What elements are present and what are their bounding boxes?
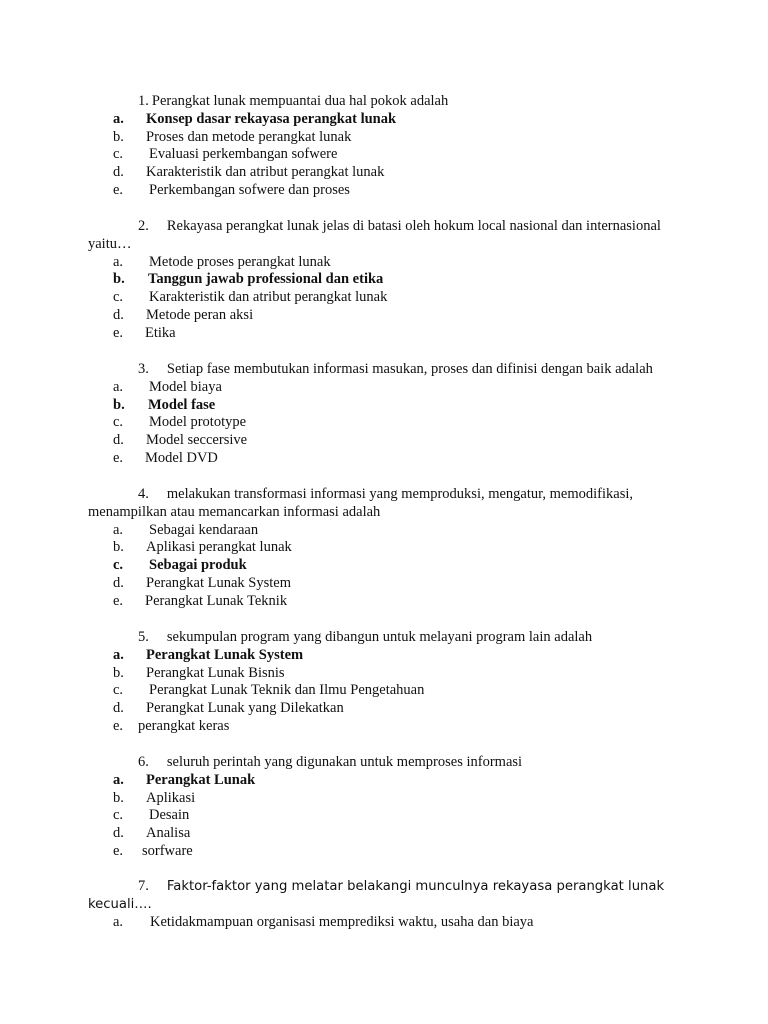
option-text: Sebagai kendaraan bbox=[149, 521, 259, 538]
option-letter: e. bbox=[113, 324, 124, 341]
question-3 bbox=[88, 361, 678, 468]
option-text: Perangkat Lunak System bbox=[146, 646, 304, 663]
option-text: Model DVD bbox=[145, 449, 218, 466]
option-text: Model biaya bbox=[149, 378, 222, 395]
option-text: Perkembangan sofwere dan proses bbox=[149, 181, 350, 198]
option-letter: c. bbox=[113, 807, 124, 824]
option-text: Evaluasi perkembangan sofwere bbox=[149, 146, 338, 163]
option-e bbox=[88, 843, 678, 861]
option-letter: a. bbox=[113, 378, 124, 395]
question-2-text bbox=[88, 218, 688, 254]
option-letter: c. bbox=[113, 414, 124, 431]
option-letter: a. bbox=[113, 771, 124, 788]
option-letter: e. bbox=[113, 449, 124, 466]
option-d bbox=[88, 164, 678, 182]
option-b bbox=[88, 129, 678, 147]
option-letter: b. bbox=[113, 664, 124, 681]
option-letter: b. bbox=[113, 271, 125, 288]
question-prompt: Rekayasa perangkat lunak jelas di batasi oleh hokum local nasional dan internasional yaitu… bbox=[88, 218, 661, 252]
option-letter: e. bbox=[113, 717, 124, 734]
option-text: Metode proses perangkat lunak bbox=[149, 253, 331, 270]
option-text: Proses dan metode perangkat lunak bbox=[146, 128, 352, 145]
option-text: Aplikasi bbox=[146, 789, 196, 806]
option-text: Analisa bbox=[146, 825, 191, 842]
question-prompt: Perangkat lunak mempuantai dua hal pokok adalah bbox=[151, 93, 449, 109]
option-letter: b. bbox=[113, 539, 124, 556]
question-6-text bbox=[88, 754, 678, 772]
question-1 bbox=[88, 93, 678, 200]
option-text: perangkat keras bbox=[138, 717, 230, 734]
option-text: Karakteristik dan atribut perangkat lunak bbox=[146, 164, 385, 181]
option-a bbox=[88, 379, 678, 397]
question-4-text bbox=[88, 486, 648, 522]
option-d bbox=[88, 700, 678, 718]
option-text: Konsep dasar rekayasa perangkat lunak bbox=[146, 110, 397, 127]
option-text: Metode peran aksi bbox=[146, 306, 254, 323]
option-a bbox=[88, 522, 648, 540]
question-prompt: seluruh perintah yang digunakan untuk memproses informasi bbox=[166, 754, 523, 770]
option-letter: e. bbox=[113, 181, 124, 198]
option-e bbox=[88, 718, 678, 736]
option-b bbox=[88, 539, 648, 557]
option-b bbox=[88, 665, 678, 683]
option-a bbox=[88, 647, 678, 665]
option-text: Perangkat Lunak Bisnis bbox=[146, 664, 285, 681]
option-text: sorfware bbox=[142, 842, 193, 859]
option-letter: c. bbox=[113, 289, 124, 306]
option-text: Model fase bbox=[148, 396, 216, 413]
option-d bbox=[88, 432, 678, 450]
question-4 bbox=[88, 486, 648, 611]
option-b bbox=[88, 271, 688, 289]
option-text: Desain bbox=[149, 807, 190, 824]
option-text: Sebagai produk bbox=[149, 557, 247, 574]
option-c bbox=[88, 807, 678, 825]
question-3-text bbox=[88, 361, 678, 379]
option-letter: d. bbox=[113, 432, 124, 449]
option-e bbox=[88, 593, 648, 611]
option-letter: c. bbox=[113, 146, 124, 163]
option-letter: e. bbox=[113, 592, 124, 609]
question-prompt: melakukan transformasi informasi yang memproduksi, mengatur, memodifikasi, menampilkan atau memancarkan informasi adalah bbox=[88, 486, 634, 520]
question-7 bbox=[88, 878, 728, 931]
option-text: Perangkat Lunak Teknik dan Ilmu Pengetahuan bbox=[149, 682, 425, 699]
option-letter: c. bbox=[113, 557, 124, 574]
question-5-text bbox=[88, 629, 678, 647]
question-number: 5. bbox=[138, 629, 149, 645]
question-2 bbox=[88, 218, 688, 343]
option-c bbox=[88, 414, 678, 432]
option-letter: d. bbox=[113, 574, 124, 591]
option-letter: b. bbox=[113, 396, 125, 413]
option-letter: a. bbox=[113, 253, 124, 270]
option-letter: d. bbox=[113, 306, 124, 323]
option-a bbox=[88, 914, 728, 932]
option-text: Tanggun jawab professional dan etika bbox=[148, 271, 384, 288]
option-c bbox=[88, 146, 678, 164]
option-letter: d. bbox=[113, 164, 124, 181]
option-letter: a. bbox=[113, 646, 124, 663]
option-d bbox=[88, 825, 678, 843]
question-7-text bbox=[88, 878, 728, 914]
option-text: Model seccersive bbox=[146, 432, 248, 449]
option-letter: b. bbox=[113, 789, 124, 806]
question-number: 1. bbox=[138, 93, 149, 109]
option-b bbox=[88, 397, 678, 415]
option-e bbox=[88, 450, 678, 468]
option-letter: a. bbox=[113, 521, 124, 538]
question-number: 4. bbox=[138, 486, 149, 502]
question-number: 7. bbox=[138, 878, 149, 894]
question-5 bbox=[88, 629, 678, 736]
option-a bbox=[88, 111, 678, 129]
question-prompt: Setiap fase membutukan informasi masukan, proses dan difinisi dengan baik adalah bbox=[166, 361, 653, 377]
option-d bbox=[88, 307, 688, 325]
question-prompt: sekumpulan program yang dibangun untuk melayani program lain adalah bbox=[166, 629, 593, 645]
question-1-text bbox=[88, 93, 678, 111]
option-text: Model prototype bbox=[149, 414, 247, 431]
option-e bbox=[88, 182, 678, 200]
option-c bbox=[88, 289, 688, 307]
question-prompt: Faktor-faktor yang melatar belakangi munculnya rekayasa perangkat lunak kecuali…. bbox=[88, 879, 665, 912]
question-6 bbox=[88, 754, 678, 861]
option-e bbox=[88, 325, 688, 343]
option-text: Perangkat Lunak bbox=[146, 771, 256, 788]
option-text: Etika bbox=[145, 324, 176, 341]
option-letter: b. bbox=[113, 128, 124, 145]
option-b bbox=[88, 790, 678, 808]
option-text: Perangkat Lunak yang Dilekatkan bbox=[146, 700, 344, 717]
option-a bbox=[88, 772, 678, 790]
option-letter: e. bbox=[113, 842, 124, 859]
option-letter: c. bbox=[113, 682, 124, 699]
option-letter: a. bbox=[113, 110, 124, 127]
option-text: Perangkat Lunak Teknik bbox=[145, 592, 288, 609]
option-c bbox=[88, 557, 648, 575]
option-a bbox=[88, 254, 688, 272]
option-d bbox=[88, 575, 648, 593]
option-letter: d. bbox=[113, 700, 124, 717]
option-letter: a. bbox=[113, 913, 124, 930]
option-text: Perangkat Lunak System bbox=[146, 574, 291, 591]
option-text: Karakteristik dan atribut perangkat lunak bbox=[149, 289, 388, 306]
option-letter: d. bbox=[113, 825, 124, 842]
question-number: 6. bbox=[138, 754, 149, 770]
option-text: Aplikasi perangkat lunak bbox=[146, 539, 292, 556]
option-c bbox=[88, 682, 678, 700]
option-text: Ketidakmampuan organisasi memprediksi waktu, usaha dan biaya bbox=[150, 913, 534, 930]
question-number: 3. bbox=[138, 361, 149, 377]
question-number: 2. bbox=[138, 218, 149, 234]
